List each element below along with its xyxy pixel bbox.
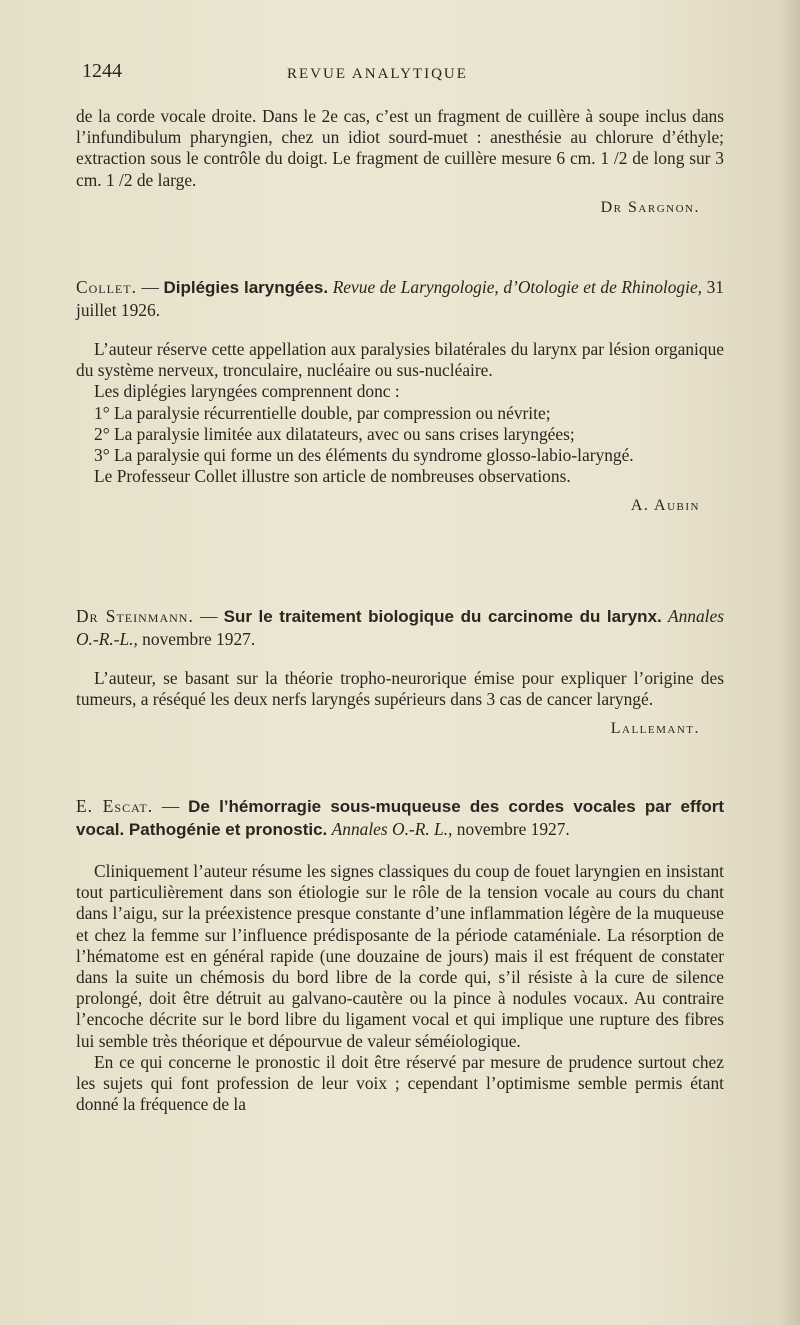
entry-heading: Collet. — Diplégies laryngées. Revue de Laryngologie, d’Otologie et de Rhinologie, 31 juillet 1926. xyxy=(76,277,724,320)
entry-date: novembre 1927. xyxy=(452,819,570,839)
signature-lallemant: Lallemant. xyxy=(610,720,700,738)
entry-title: Sur le traitement biologique du carcinome du larynx. xyxy=(223,607,662,626)
paragraph: Le Professeur Collet illustre son article de nombreuses observations. xyxy=(94,466,571,487)
page-edge-shadow xyxy=(780,0,800,1325)
paragraph: L’auteur réserve cette appellation aux paralysies bilatérales du larynx par lésion organique du système nerveux, tronculaire, nucléaire ou sus-nucléaire. xyxy=(76,339,724,381)
entry-journal: Annales O.-R.-L., xyxy=(76,606,724,649)
paragraph: de la corde vocale droite. Dans le 2e cas, c’est un fragment de cuillère à soupe inclus dans l’infundibulum pharyngien, chez un idiot sourd-muet : anesthésie au chlorure d’éthyle; extraction sous le contrôle du doigt. Le fragment de cuillère mesure 6 cm. 1 /2 de long sur 3 cm. 1 /2 de large. xyxy=(76,106,724,190)
paragraph: Les diplégies laryngées comprennent donc : xyxy=(94,381,400,402)
entry-body xyxy=(76,861,724,1115)
paragraph: En ce qui concerne le pronostic il doit être réservé par mesure de prudence surtout chez les sujets qui font profession de leur voix ; cependant l’optimisme semble permis étant donné la fréquence de la xyxy=(76,1051,724,1115)
signature-sargnon xyxy=(76,199,724,217)
review-entry-collet xyxy=(76,276,724,515)
review-entry-escat xyxy=(76,795,724,1115)
signature-aubin: A. Aubin xyxy=(630,497,700,515)
signature-name: Sargnon. xyxy=(628,198,700,216)
paragraph: 3° La paralysie qui forme un des éléments du syndrome glosso-labio-laryngé. xyxy=(94,445,634,466)
running-head: REVUE ANALYTIQUE xyxy=(287,66,468,82)
page-number: 1244 xyxy=(82,60,122,82)
entry-author: E. Escat. xyxy=(76,796,154,816)
entry-journal: Revue de Laryngologie, d’Otologie et de Rhinologie, xyxy=(332,277,703,297)
signature-prefix: Dr xyxy=(600,198,623,216)
entry-heading: E. Escat. — De l’hémorragie sous-muqueuse des cordes vocales par effort vocal. Pathogénie et pronostic. Annales O.-R. L., novembre 1927. xyxy=(76,796,724,839)
entry-heading: Dr Steinmann. — Sur le traitement biologique du carcinome du larynx. Annales O.-R.-L., novembre 1927. xyxy=(76,606,724,649)
entry-body xyxy=(76,339,724,487)
entry-journal: Annales O.-R. L., xyxy=(331,819,453,839)
paragraph: 2° La paralysie limitée aux dilatateurs, avec ou sans crises laryngées; xyxy=(94,423,575,444)
continued-review xyxy=(76,106,724,217)
entry-author: Collet. xyxy=(76,277,137,297)
entry-body xyxy=(76,668,724,710)
page-header xyxy=(82,60,722,88)
entry-title: Diplégies laryngées. xyxy=(163,278,329,297)
entry-author-prefix: Dr xyxy=(76,606,99,626)
review-entry-steinmann xyxy=(76,605,724,738)
entry-date: 31 juillet 1926. xyxy=(76,277,724,320)
paragraph: L’auteur, se basant sur la théorie tropho-neurorique émise pour expliquer l’origine des tumeurs, a réséqué les deux nerfs laryngés supérieurs dans 3 cas de cancer laryngé. xyxy=(76,668,724,710)
entry-date: novembre 1927. xyxy=(137,629,256,649)
entry-author: Steinmann. xyxy=(98,606,194,626)
paragraph: 1° La paralysie récurrentielle double, par compression ou névrite; xyxy=(94,402,551,423)
entry-title: De l’hémorragie sous-muqueuse des cordes vocales par effort vocal. Pathogénie et pronostic. xyxy=(76,797,724,839)
paragraph: Cliniquement l’auteur résume les signes classiques du coup de fouet laryngien en insistant tout particulièrement dans son étiologie sur le rôle de la tension vocale au cours du chant dans l’aigu, sur la préexistence presque constante d’une inflammation légère de la muqueuse et chez la femme sur l’influence prédisposante de la période cataméniale. La résorption de l’hématome est en général rapide (une douzaine de jours) mais il est fréquent de constater dans la suite un chémosis du bord libre de la corde qui, s’il résiste à la cure de silence prolongé, doit être détruit au galvano-cautère ou la pince à nodules vocaux. Au contraire l’encoche décrite sur le bord libre du ligament vocal et qui implique une rupture des fibres lui semble très théorique et dépourvue de valeur séméiologique. xyxy=(76,861,724,1051)
